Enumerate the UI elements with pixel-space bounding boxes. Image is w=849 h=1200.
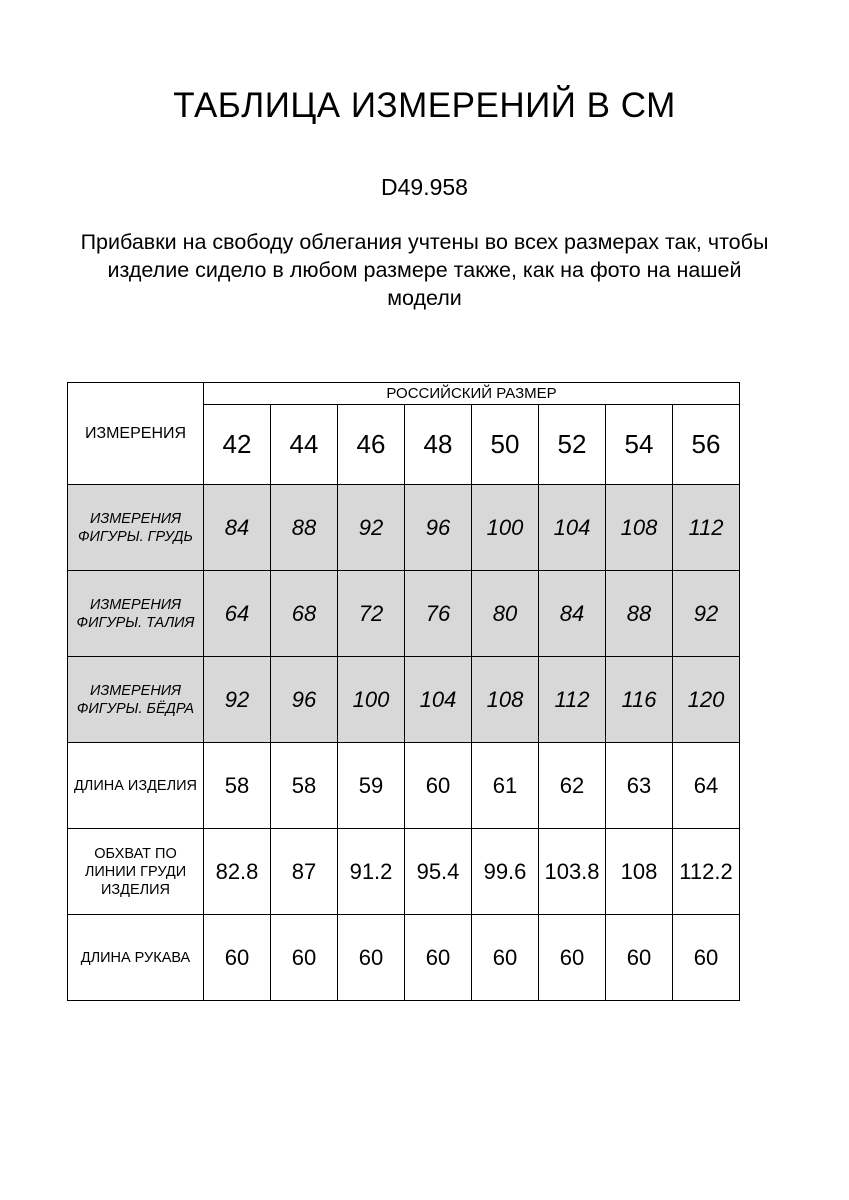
value-cell: 76 xyxy=(405,571,472,657)
value-cell: 108 xyxy=(606,485,673,571)
value-cell: 84 xyxy=(204,485,271,571)
table-row xyxy=(68,743,740,829)
value-cell: 88 xyxy=(606,571,673,657)
value-cell: 108 xyxy=(472,657,539,743)
value-cell: 84 xyxy=(539,571,606,657)
value-cell: 60 xyxy=(673,915,740,1001)
value-cell: 92 xyxy=(204,657,271,743)
table-row xyxy=(68,915,740,1001)
value-cell: 64 xyxy=(204,571,271,657)
value-cell: 62 xyxy=(539,743,606,829)
value-cell: 104 xyxy=(539,485,606,571)
value-cell: 112 xyxy=(539,657,606,743)
row-label: ДЛИНА ИЗДЕЛИЯ xyxy=(68,743,204,829)
value-cell: 80 xyxy=(472,571,539,657)
measurements-corner-header: ИЗМЕРЕНИЯ xyxy=(68,383,204,485)
russian-size-group-header: РОССИЙСКИЙ РАЗМЕР xyxy=(204,383,740,405)
value-cell: 96 xyxy=(271,657,338,743)
size-header-48: 48 xyxy=(405,405,472,485)
value-cell: 99.6 xyxy=(472,829,539,915)
value-cell: 100 xyxy=(472,485,539,571)
value-cell: 60 xyxy=(472,915,539,1001)
value-cell: 60 xyxy=(539,915,606,1001)
row-label: ДЛИНА РУКАВА xyxy=(68,915,204,1001)
value-cell: 82.8 xyxy=(204,829,271,915)
value-cell: 58 xyxy=(271,743,338,829)
value-cell: 91.2 xyxy=(338,829,405,915)
value-cell: 92 xyxy=(338,485,405,571)
size-header-56: 56 xyxy=(673,405,740,485)
value-cell: 63 xyxy=(606,743,673,829)
size-header-50: 50 xyxy=(472,405,539,485)
size-header-42: 42 xyxy=(204,405,271,485)
value-cell: 60 xyxy=(405,915,472,1001)
table-row xyxy=(68,657,740,743)
value-cell: 88 xyxy=(271,485,338,571)
value-cell: 60 xyxy=(271,915,338,1001)
size-table xyxy=(67,382,740,1001)
value-cell: 60 xyxy=(204,915,271,1001)
size-header-44: 44 xyxy=(271,405,338,485)
table-row xyxy=(68,829,740,915)
size-header-52: 52 xyxy=(539,405,606,485)
value-cell: 103.8 xyxy=(539,829,606,915)
fit-note: Прибавки на свободу облегания учтены во всех размерах так, чтобы изделие сидело в любом размере также, как на фото на нашей модели xyxy=(80,230,769,310)
row-label: ИЗМЕРЕНИЯ ФИГУРЫ. БЁДРА xyxy=(68,657,204,743)
value-cell: 58 xyxy=(204,743,271,829)
value-cell: 120 xyxy=(673,657,740,743)
value-cell: 59 xyxy=(338,743,405,829)
value-cell: 61 xyxy=(472,743,539,829)
value-cell: 68 xyxy=(271,571,338,657)
value-cell: 112.2 xyxy=(673,829,740,915)
value-cell: 95.4 xyxy=(405,829,472,915)
value-cell: 116 xyxy=(606,657,673,743)
value-cell: 64 xyxy=(673,743,740,829)
row-label: ОБХВАТ ПО ЛИНИИ ГРУДИ ИЗДЕЛИЯ xyxy=(68,829,204,915)
row-label: ИЗМЕРЕНИЯ ФИГУРЫ. ГРУДЬ xyxy=(68,485,204,571)
size-header-54: 54 xyxy=(606,405,673,485)
table-row xyxy=(68,485,740,571)
row-label: ИЗМЕРЕНИЯ ФИГУРЫ. ТАЛИЯ xyxy=(68,571,204,657)
value-cell: 87 xyxy=(271,829,338,915)
value-cell: 100 xyxy=(338,657,405,743)
group-header-row xyxy=(68,383,740,405)
size-table-body xyxy=(68,485,740,1001)
value-cell: 108 xyxy=(606,829,673,915)
value-cell: 72 xyxy=(338,571,405,657)
page-title: ТАБЛИЦА ИЗМЕРЕНИЙ В СМ xyxy=(173,86,676,125)
product-code: D49.958 xyxy=(381,174,468,200)
value-cell: 60 xyxy=(405,743,472,829)
value-cell: 92 xyxy=(673,571,740,657)
value-cell: 60 xyxy=(606,915,673,1001)
value-cell: 112 xyxy=(673,485,740,571)
value-cell: 104 xyxy=(405,657,472,743)
value-cell: 96 xyxy=(405,485,472,571)
value-cell: 60 xyxy=(338,915,405,1001)
size-header-46: 46 xyxy=(338,405,405,485)
table-row xyxy=(68,571,740,657)
